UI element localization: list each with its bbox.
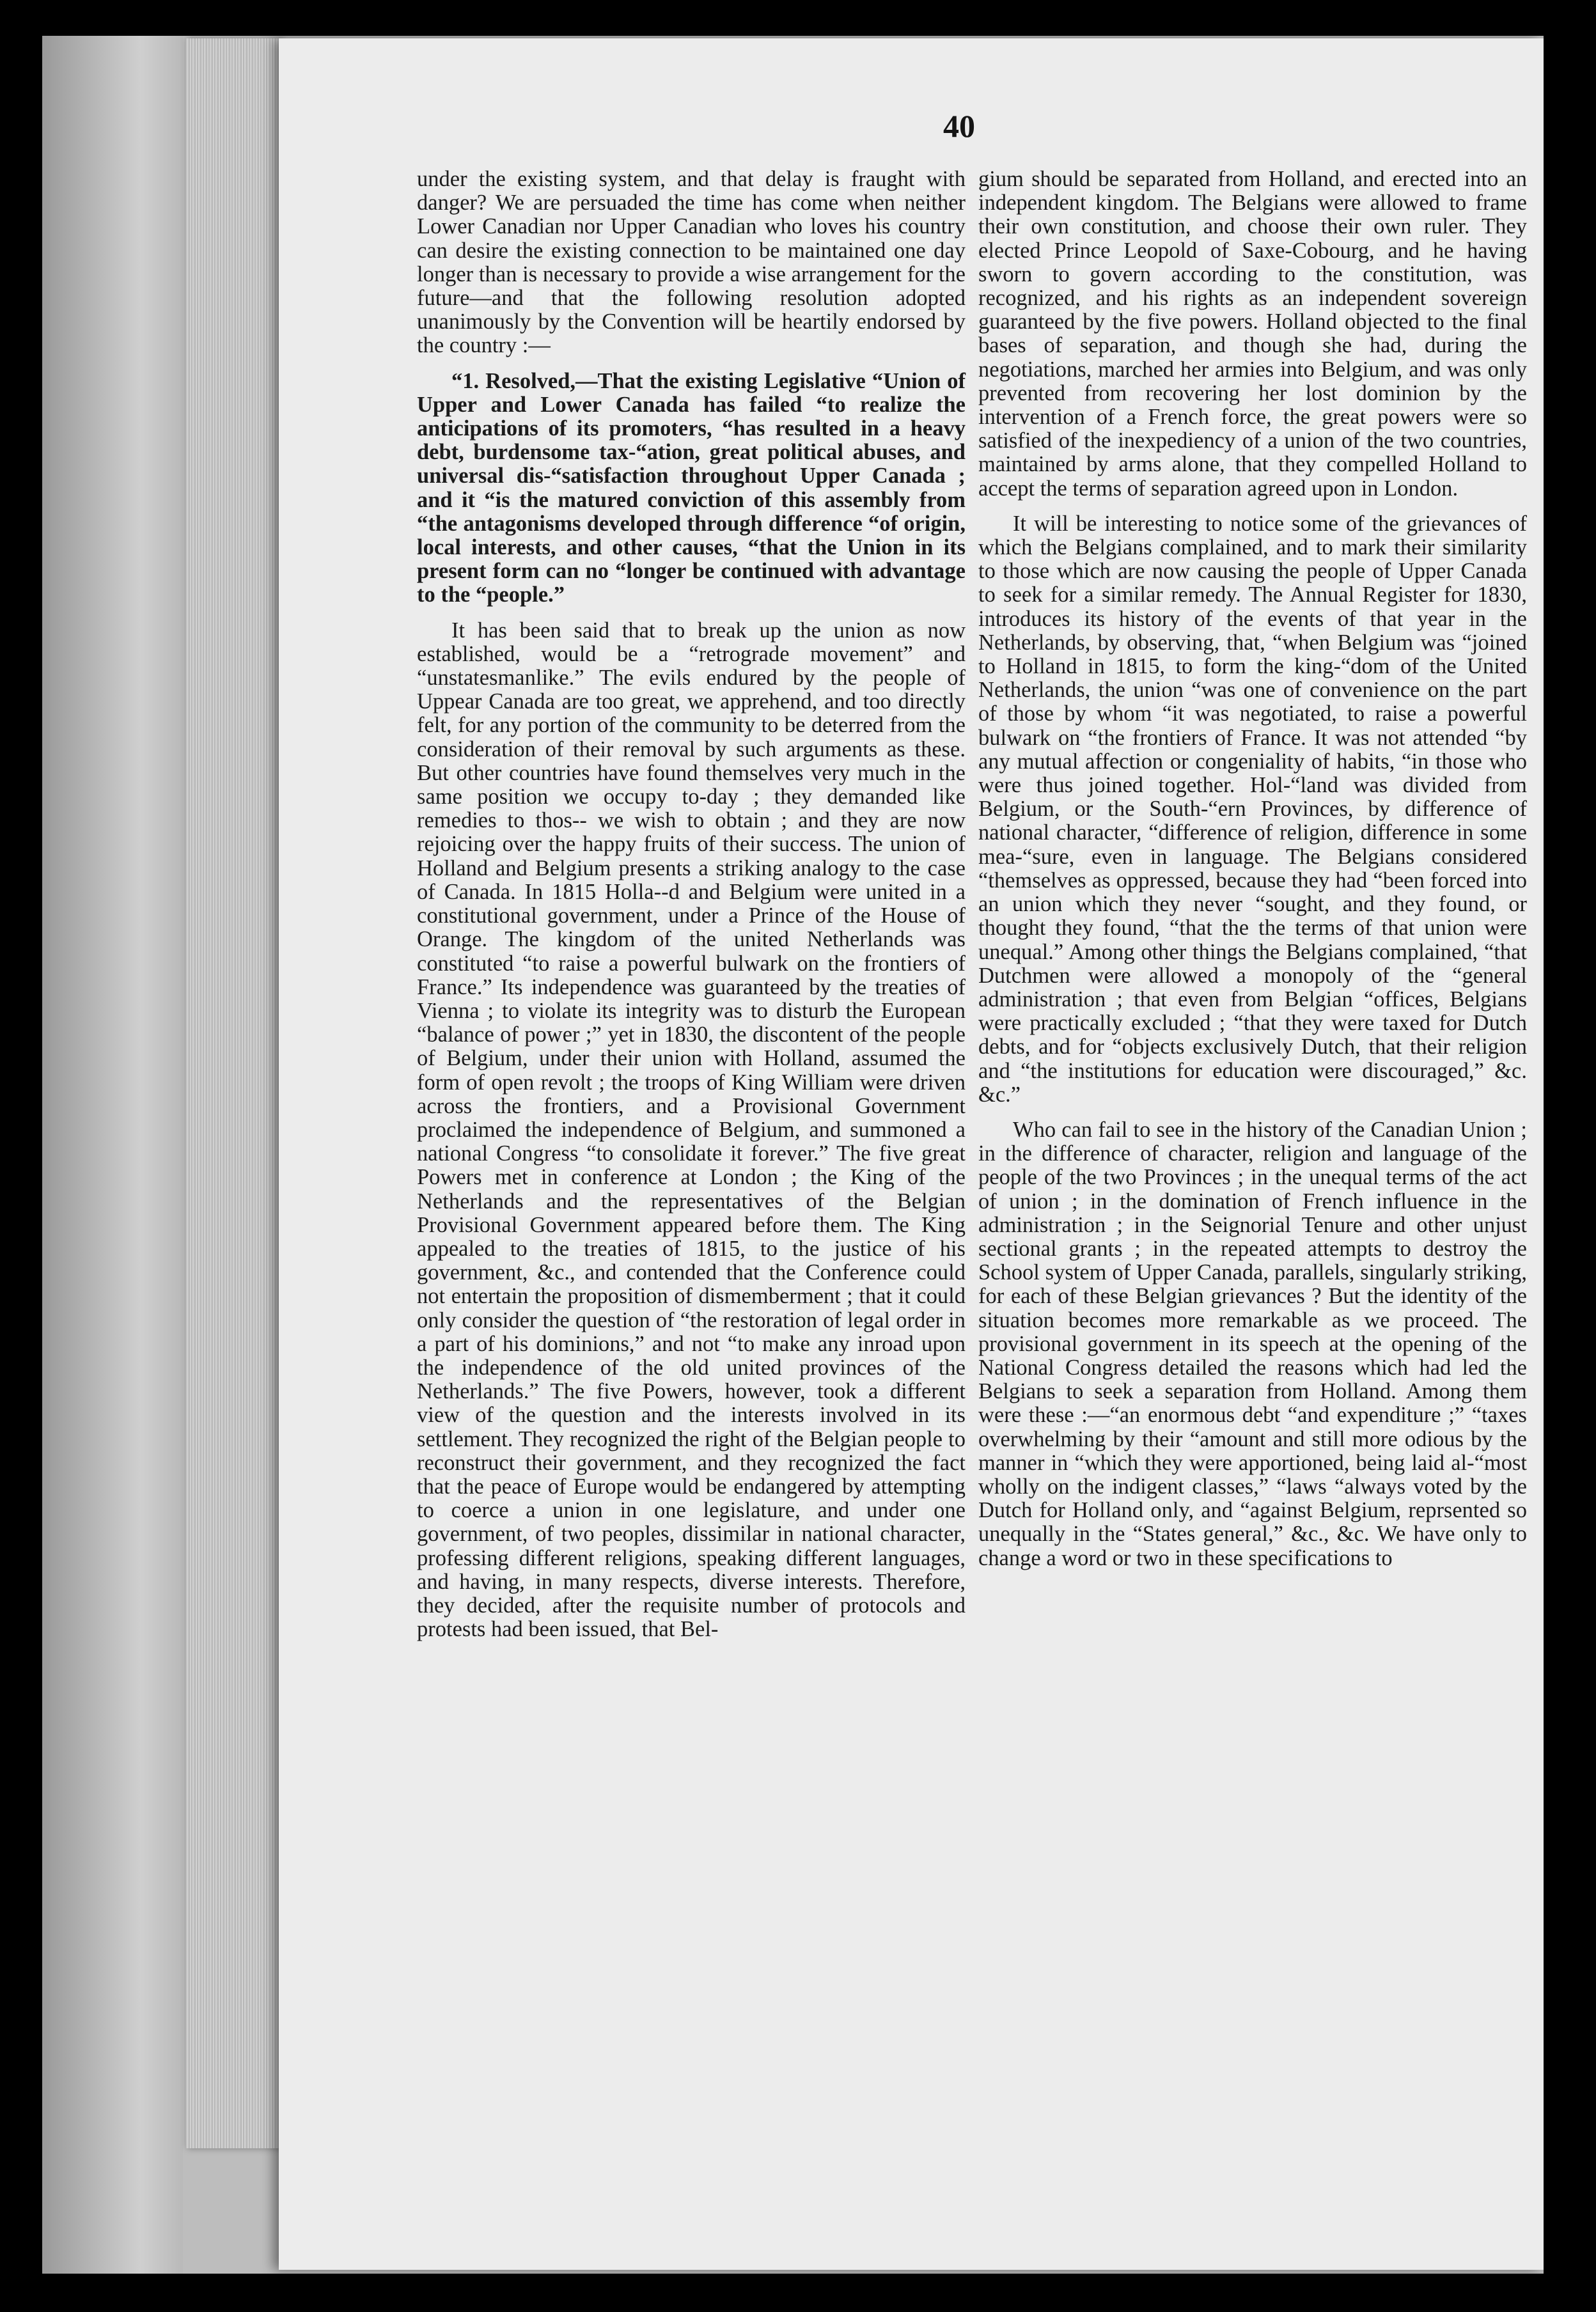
paragraph: It has been said that to break up the union as now established, would be a “retrograde movement” and “unstatesmanlike.” The evils endured by the people of Uppear Canada are too great, we apprehend, and too directly felt, for any portion of the community to be deterred from the consideration of their removal by such arguments as these. But other countries have found themselves very much in the same position we occupy to-day ; they demanded like remedies to thos-- we wish to obtain ; and they are now rejoicing over the happy fruits of their success. The union of Holland and Belgium presents a striking analogy to the case of Canada. In 1815 Holla--d and Belgium were united in a constitutional government, under a Prince of the House of Orange. The kingdom of the united Netherlands was constituted “to raise a powerful bulwark on the frontiers of France.” Its independence was guaranteed by the treaties of Vienna ; to violate its integrity was to disturb the European “balance of power ;” yet in 1830, the discontent of the people of Belgium, under their union with Holland, assumed the form of open revolt ; the troops of King William were driven across the frontiers, and a Provisional Government proclaimed the independence of Belgium, and summoned a national Congress “to consolidate it forever.” The five great Powers met in conference at London ; the King of the Netherlands and the representatives of the Belgian Provisional Government appeared before them. The King appealed to the treaties of 1815, to the justice of his government, &c., and contended that the Conference could not entertain the proposition of dismemberment ; that it could only consider the question of “the restoration of legal order in a part of his dominions,” and not “to make any inroad upon the independence of the old united provinces of the Netherlands.” The five Powers, however, took a different view of the question and the interests involved in its settlement. They recognized the right of the Belgian people to reconstruct their government, and they recognized the fact that the peace of Europe would be endangered by attempting to coerce a union in one legislature, and under one government, of two peoples, dissimilar in national character, professing different religions, speaking different languages, and having, in many respects, diverse interests. Therefore, they decided, after the requisite number of protocols and protests had been issued, that Bel- [417,618,966,1642]
left-column [417,168,966,1653]
paragraph: It will be interesting to notice some of the grievances of which the Belgians complained, and to mark their similarity to those which are now causing the people of Upper Canada to seek for a similar remedy. The Annual Register for 1830, introduces its history of the events of that year in the Netherlands, by observing, that, “when Belgium was “joined to Holland in 1815, to form the king-“dom of the United Netherlands, the union “was one of convenience on the part of those by whom “it was negotiated, to raise a powerful bulwark on “the frontiers of France. It was not attended “by any mutual affection or congeniality of habits, “in those who were thus joined together. Hol-“land was divided from Belgium, or the South-“ern Provinces, by difference of national character, “difference of religion, difference in some mea-“sure, even in language. The Belgians considered “themselves as oppressed, because they had “been forced into an union which they never “sought, and they found, or thought they found, “that the the terms of that union were unequal.” Among other things the Belgians complained, “that Dutchmen were allowed a monopoly of the “general administration ; that even from Belgian “offices, Belgians were practically excluded ; “that they were taxed for Dutch debts, and for “objects exclusively Dutch, that their religion and “the institutions for education were discouraged,” &c. &c.” [978,511,1527,1107]
resolution-quote: “1. Resolved,—That the existing Legislative “Union of Upper and Lower Canada has failed “to realize the anticipations of its promoters, “has resulted in a heavy debt, burdensome tax-“ation, great political abuses, and universal dis-“satisfaction throughout Upper Canada ; and it “is the matured conviction of this assembly from “the antagonisms developed through difference “of origin, local interests, and other causes, “that the Union in its present form can no “longer be continued with advantage to the “people.” [417,368,966,607]
page-number: 40 [943,108,975,144]
paragraph: Who can fail to see in the history of the Canadian Union ; in the difference of character, religion and language of the people of the two Provinces ; in the unequal terms of the act of union ; in the domination of French influence in the administration ; in the Seignorial Tenure and other unjust sectional grants ; in the repeated attempts to destroy the School system of Upper Canada, parallels, singularly striking, for each of these Belgian grievances ? But the identity of the situation becomes more remarkable as we proceed. The provisional government in its speech at the opening of the National Congress detailed the reasons which had led the Belgians to seek a separation from Holland. Among them were these :—“an enormous debt “and expenditure ;” “taxes overwhelming by their “amount and still more odious by the manner in “which they were apportioned, being laid al-“most wholly on the indigent classes,” “laws “always voted by the Dutch for Holland only, and “against Belgium, reprsented so unequally in the “States general,” &c., &c. We have only to change a word or two in these specifications to [978,1117,1527,1570]
right-column [978,168,1527,1582]
paragraph: under the existing system, and that delay is fraught with danger? We are persuaded the time has come when neither Lower Canadian nor Upper Canadian who loves his country can desire the existing connection to be maintained one day longer than is necessary to provide a wise arrangement for the future—and that the following resolution adopted unanimously by the Convention will be heartily endorsed by the country :— [417,167,966,358]
page-edges [185,38,281,2148]
paragraph: gium should be separated from Holland, and erected into an independent kingdom. The Belgians were allowed to frame their own constitution, and choose their own ruler. They elected Prince Leopold of Saxe-Cobourg, and he having sworn to govern according to the constitution, was recognized, and his rights as an independent sovereign guaranteed by the five powers. Holland objected to the final bases of separation, and though she had, during the negotiations, marched her armies into Belgium, and was only prevented from recovering her lost dominion by the intervention of a French force, the great powers were so satisfied of the inexpediency of a union of the two countries, maintained by arms alone, that they compelled Holland to accept the terms of separation agreed upon in London. [978,167,1527,501]
